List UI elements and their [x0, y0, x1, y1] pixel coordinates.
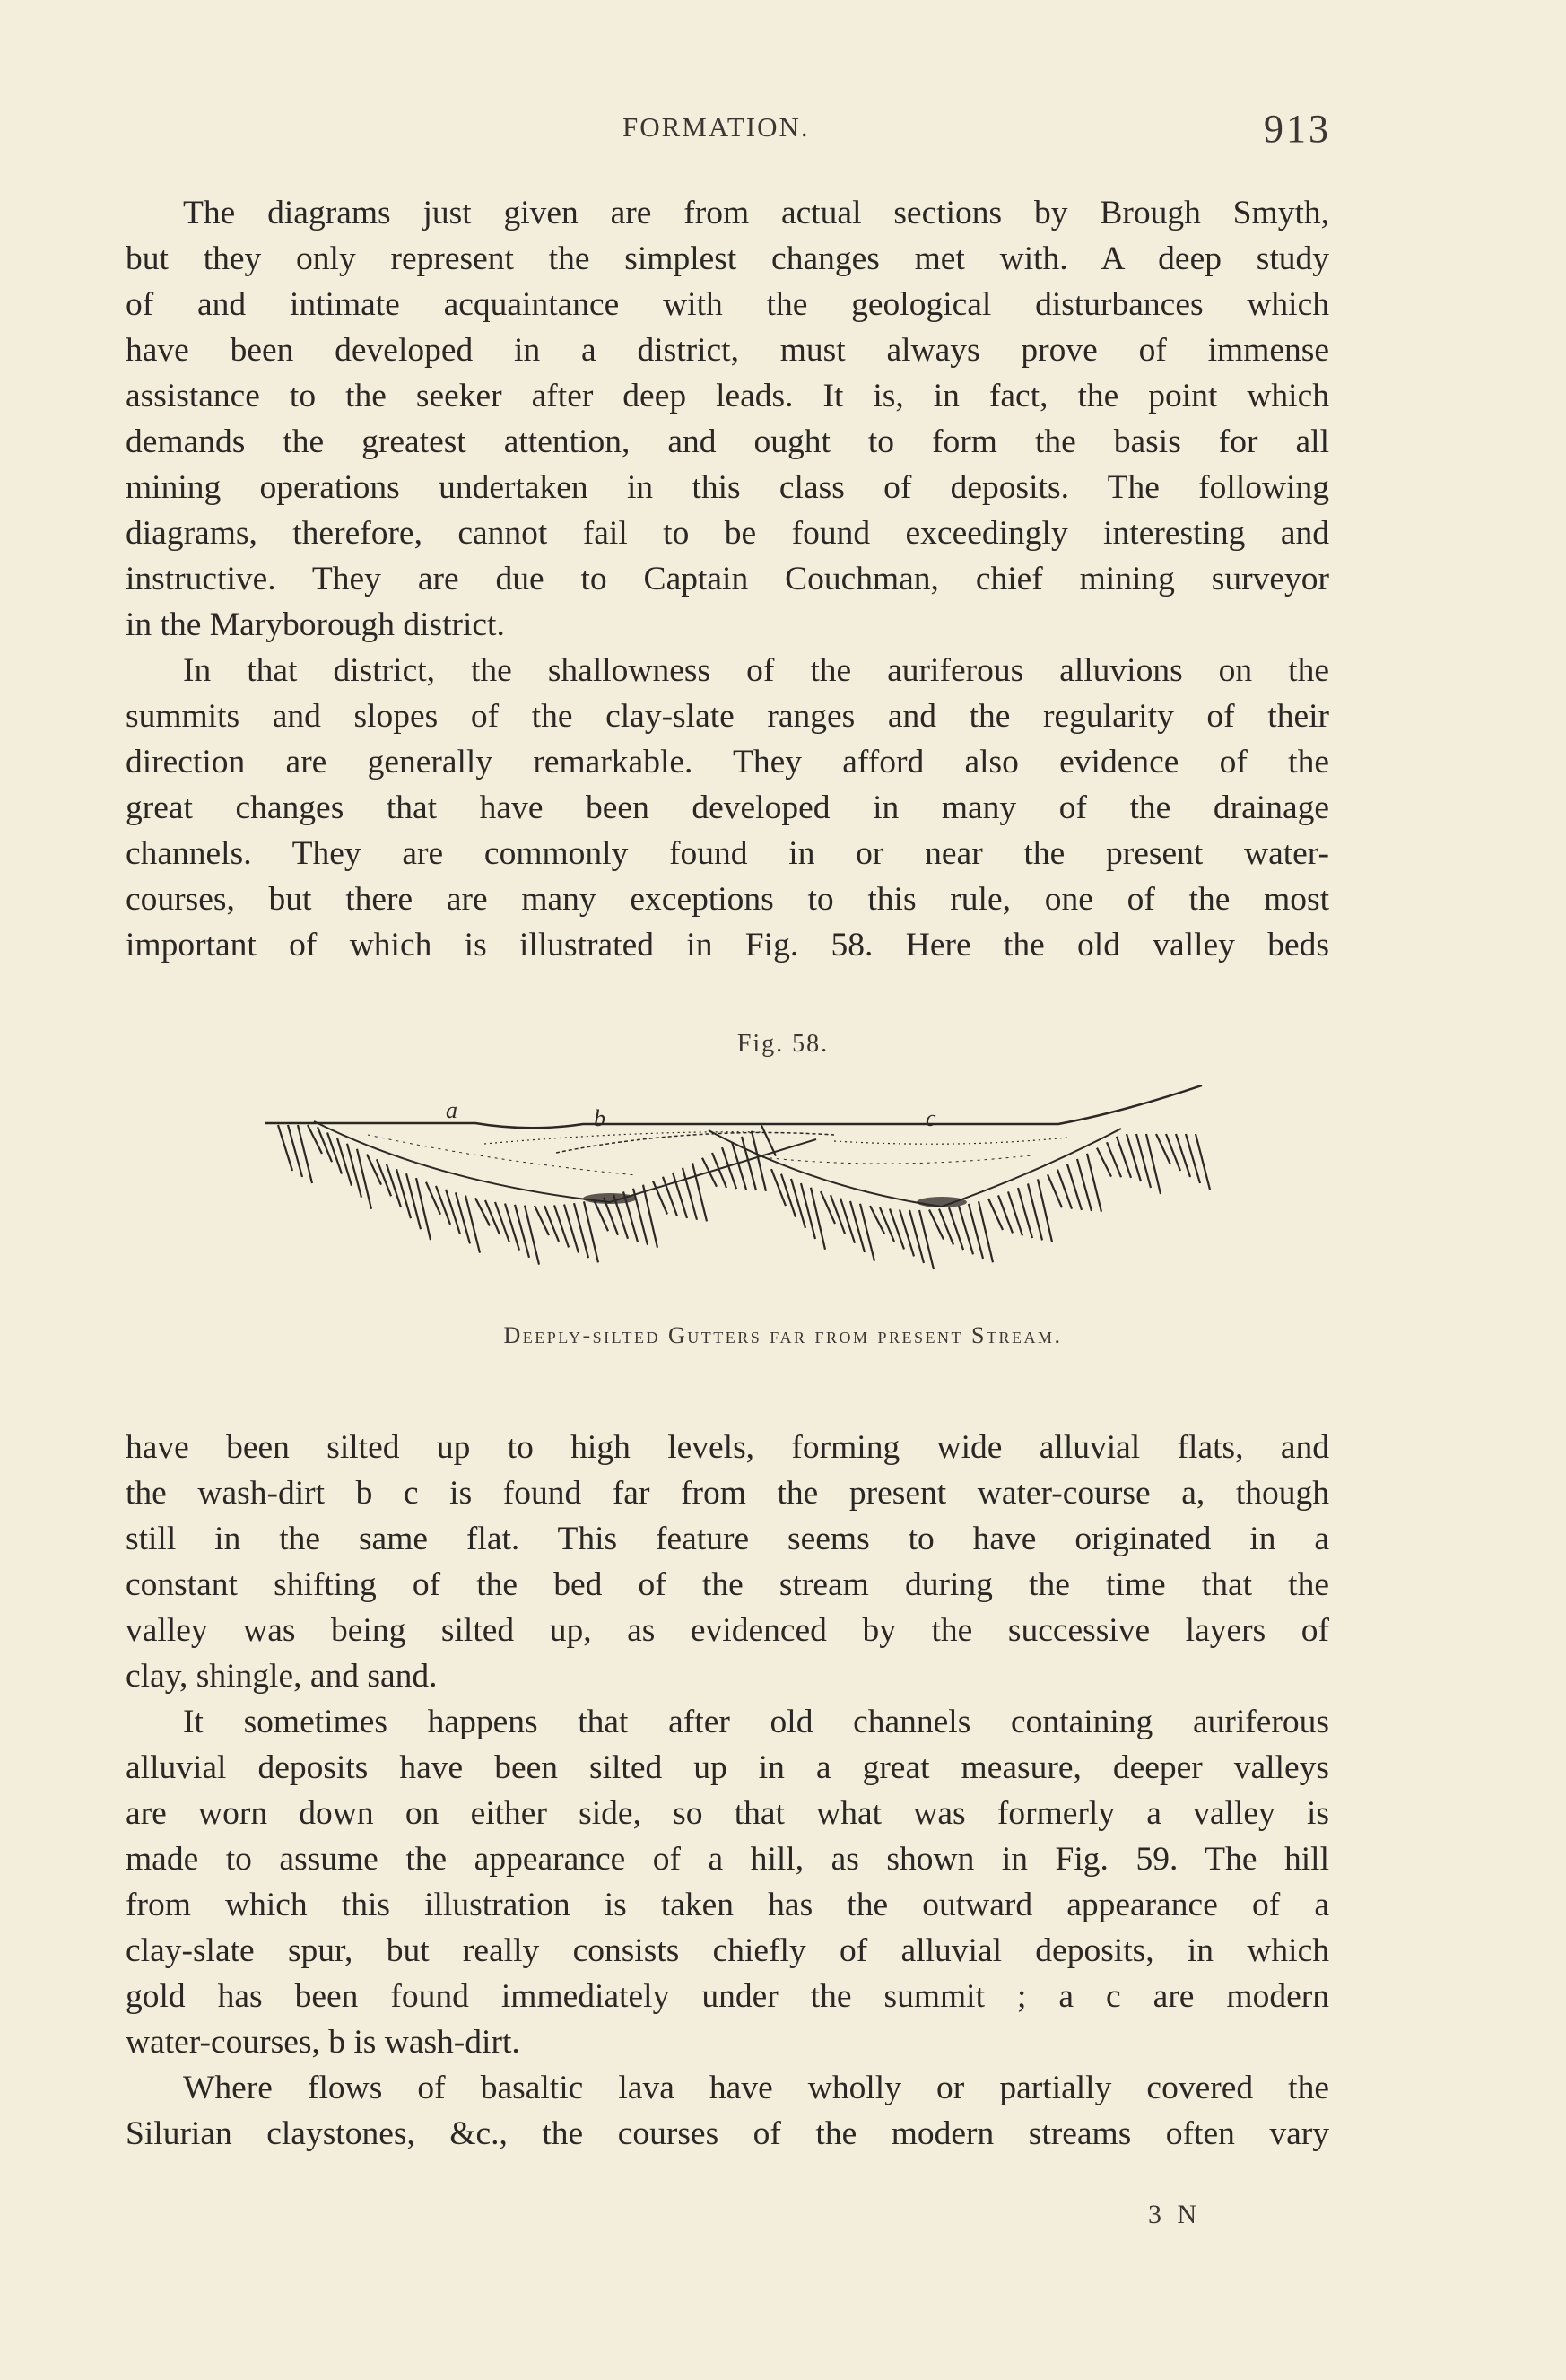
text-line: demands the greatest attention, and ought to form the basis for all [126, 423, 1329, 460]
text-line: made to assume the appearance of a hill, as shown in Fig. 59. The hill [126, 1841, 1329, 1878]
text-line: Silurian claystones, &c., the courses of the modern streams often vary [126, 2115, 1329, 2152]
rock-stratum-line [475, 1198, 490, 1225]
text-line: in the Maryborough district. [126, 606, 505, 643]
figure-label: Fig. 58. [736, 1030, 830, 1058]
text-line: courses, but there are many exceptions to this rule, one of the most [126, 881, 1329, 918]
text-line: In that district, the shallowness of the auriferous alluvions on the [183, 652, 1329, 689]
figure-letter-c: c [926, 1105, 936, 1131]
text-block-bottom [126, 1425, 1329, 2157]
rock-stratum-line [702, 1158, 717, 1187]
text-line: the wash-dirt b c is found far from the present water-course a, though [126, 1475, 1329, 1512]
figure-caption [0, 1322, 1566, 1349]
rock-stratum-line [1196, 1134, 1210, 1190]
rock-stratum-line [387, 1164, 401, 1207]
rock-stratum-line [485, 1200, 500, 1234]
rock-stratum-line [327, 1132, 342, 1173]
text-line: gold has been found immediately under the summit ; a c are modern [126, 1978, 1329, 2015]
rock-stratum-line [919, 1210, 934, 1269]
rock-stratum-line [831, 1195, 845, 1234]
text-line: still in the same flat. This feature seems to have originated in a [126, 1521, 1329, 1557]
rock-stratum-line [791, 1179, 805, 1228]
rock-stratum-line [850, 1201, 865, 1252]
rock-stratum-line [436, 1186, 450, 1225]
rock-stratum-line [337, 1138, 352, 1186]
rock-stratum-line [840, 1199, 855, 1243]
text-line: have been developed in a district, must always prove of immense [126, 332, 1329, 369]
rock-stratum-line [426, 1182, 440, 1215]
text-line: mining operations undertaken in this class of deposits. The following [126, 469, 1329, 506]
rock-stratum-line [1146, 1134, 1161, 1194]
rock-stratum-line [525, 1206, 539, 1265]
text-line: from which this illustration is taken has the outward appearance of a [126, 1887, 1329, 1923]
rock-stratum-line [406, 1173, 421, 1229]
rock-stratum-line [367, 1155, 381, 1185]
rock-stratum-line [396, 1169, 411, 1218]
rock-stratum-line [801, 1183, 815, 1239]
text-line: alluvial deposits have been silted up in a great measure, deeper valleys [126, 1749, 1329, 1786]
text-line: assistance to the seeker after deep leads. It is, in fact, the point which [126, 378, 1329, 414]
rock-stratum-line [584, 1201, 598, 1262]
rock-stratum-line [308, 1125, 322, 1154]
running-head: FORMATION. [622, 111, 810, 143]
rock-stratum-line [781, 1174, 796, 1217]
text-line: direction are generally remarkable. They afford also evidence of the [126, 744, 1329, 780]
text-line: but they only represent the simplest changes met with. A deep study [126, 240, 1329, 277]
text-line: important of which is illustrated in Fig. 58. Here the old valley beds [126, 927, 1329, 963]
figure-letter-b: b [594, 1105, 605, 1131]
text-line: summits and slopes of the clay-slate ranges and the regularity of their [126, 698, 1329, 735]
rock-stratum-line [771, 1169, 786, 1206]
rock-stratum-line [347, 1144, 361, 1198]
rock-stratum-line [298, 1125, 312, 1183]
text-line: Where flows of basaltic lava have wholly or partially covered the [183, 2070, 1329, 2106]
text-line: water-courses, b is wash-dirt. [126, 2024, 520, 2061]
geological-section-figure [260, 1085, 1211, 1274]
signature-mark: 3 N [1148, 2200, 1202, 2229]
text-line: It sometimes happens that after old channels containing auriferous [183, 1704, 1329, 1740]
text-line: clay-slate spur, but really consists chiefly of alluvial deposits, in which [126, 1932, 1329, 1969]
rock-stratum-line [456, 1192, 470, 1243]
text-line: are worn down on either side, so that what was formerly a valley is [126, 1795, 1329, 1832]
page-number: 913 [1264, 107, 1331, 151]
text-line: clay, shingle, and sand. [126, 1658, 438, 1695]
text-line: great changes that have been developed in many of the drainage [126, 789, 1329, 826]
rock-stratum-line [821, 1191, 835, 1224]
rock-stratum-line [1097, 1148, 1111, 1177]
text-line: constant shifting of the bed of the stream during the time that the [126, 1566, 1329, 1603]
text-block-top [126, 190, 1329, 968]
text-line: channels. They are commonly found in or near the present water- [126, 835, 1329, 872]
figure-letter-a: a [446, 1097, 457, 1123]
rock-stratum-line [318, 1127, 332, 1162]
text-line: of and intimate acquaintance with the geological disturbances which [126, 286, 1329, 323]
text-line: The diagrams just given are from actual sections by Brough Smyth, [183, 195, 1329, 231]
rock-stratum-line [870, 1206, 884, 1234]
text-line: instructive. They are due to Captain Couchman, chief mining surveyor [126, 561, 1329, 597]
rock-stratum-line [761, 1126, 776, 1156]
text-line: diagrams, therefore, cannot fail to be found exceedingly interesting and [126, 515, 1329, 552]
rock-stratum-line [1048, 1174, 1062, 1207]
rock-stratum-line [446, 1190, 460, 1234]
text-line: valley was being silted up, as evidenced by the successive layers of [126, 1612, 1329, 1649]
text-line: have been silted up to high levels, forming wide alluvial flats, and [126, 1429, 1329, 1466]
figure-caption-text: Deeply-silted Gutters far from present Stream. [503, 1322, 1063, 1348]
